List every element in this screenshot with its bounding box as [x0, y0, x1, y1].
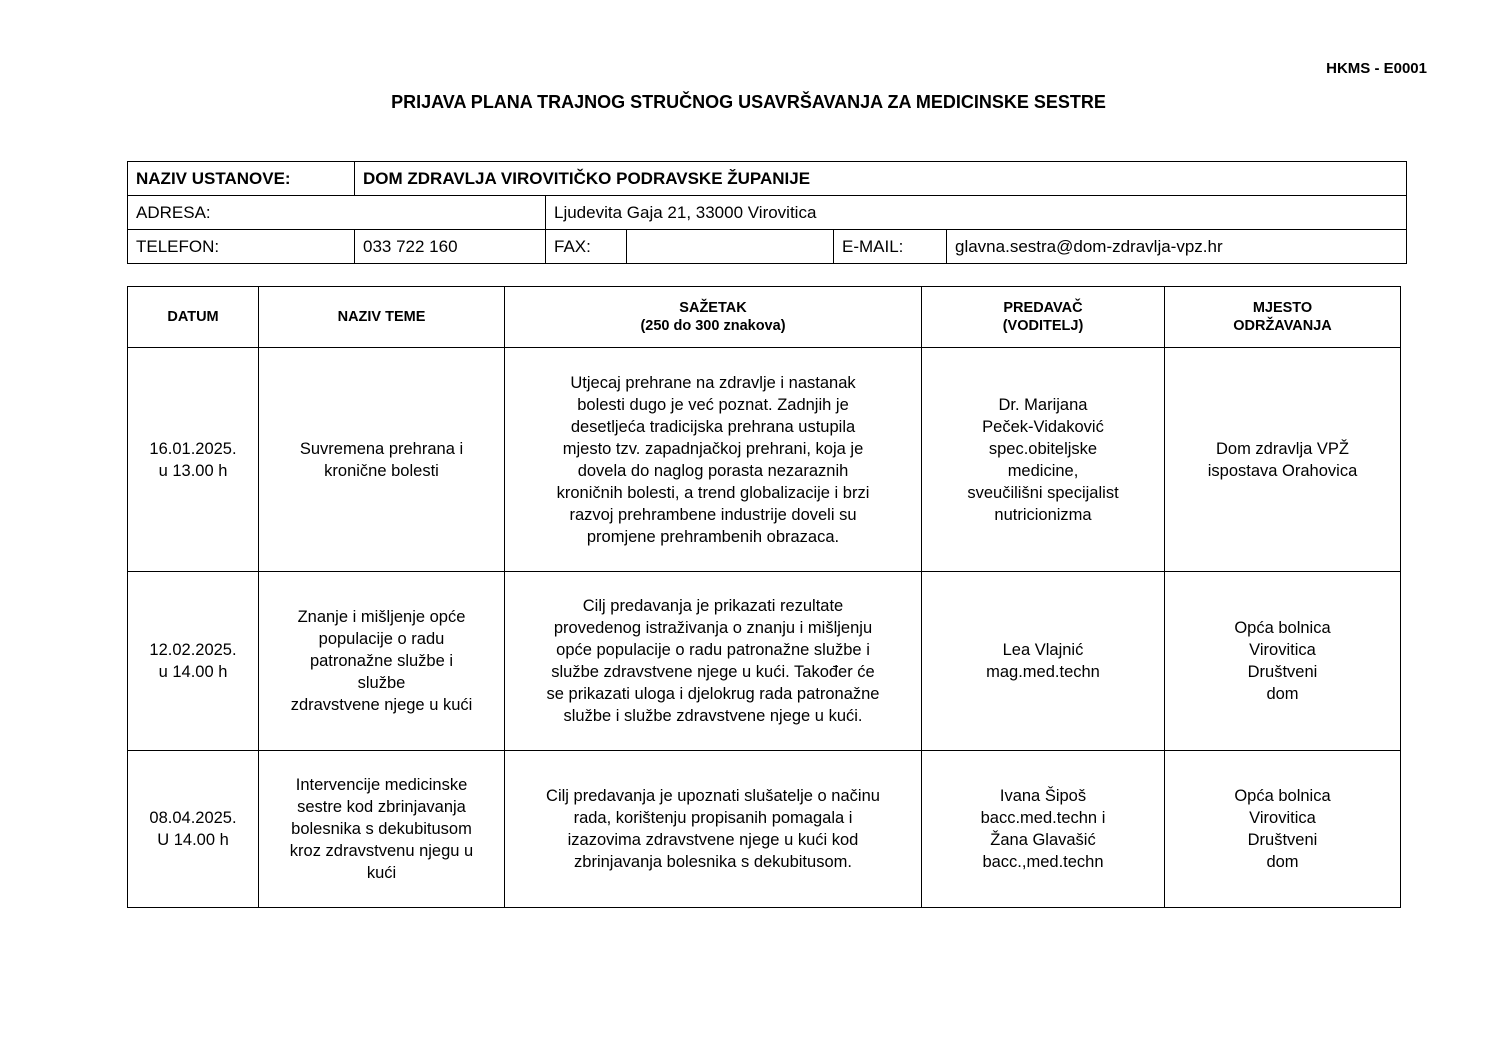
institution-name-row: [128, 162, 1407, 196]
row-topic: Znanje i mišljenje opće populacije o radu patronažne službe i službe zdravstvene njege u kući: [259, 572, 505, 751]
institution-info-table: [127, 161, 1407, 264]
header-lecturer: PREDAVAČ (VODITELJ): [922, 287, 1165, 348]
table-row: [128, 348, 1401, 572]
institution-name-value: DOM ZDRAVLJA VIROVITIČKO PODRAVSKE ŽUPANIJE: [355, 162, 1407, 196]
fax-value: [627, 230, 834, 264]
row-summary: Cilj predavanja je upoznati slušatelje o načinu rada, korištenju propisanih pomagala i izazovima zdravstvene njege u kući kod zbrinjavanja bolesnika s dekubitusom.: [505, 751, 922, 908]
email-value: glavna.sestra@dom-zdravlja-vpz.hr: [947, 230, 1407, 264]
contact-row: [128, 230, 1407, 264]
row-location: Opća bolnica Virovitica Društveni dom: [1165, 751, 1401, 908]
form-code: HKMS - E0001: [1326, 60, 1427, 77]
address-row: [128, 196, 1407, 230]
row-topic: Suvremena prehrana i kronične bolesti: [259, 348, 505, 572]
phone-value: 033 722 160: [355, 230, 546, 264]
schedule-header-row: [128, 287, 1401, 348]
row-lecturer: Dr. Marijana Peček-Vidaković spec.obiteljske medicine, sveučilišni specijalist nutricionizma: [922, 348, 1165, 572]
row-location: Opća bolnica Virovitica Društveni dom: [1165, 572, 1401, 751]
table-row: [128, 751, 1401, 908]
row-date: 16.01.2025. u 13.00 h: [128, 348, 259, 572]
phone-label: TELEFON:: [128, 230, 355, 264]
row-topic: Intervencije medicinske sestre kod zbrinjavanja bolesnika s dekubitusom kroz zdravstvenu njegu u kući: [259, 751, 505, 908]
schedule-table: [127, 286, 1401, 908]
header-date: DATUM: [128, 287, 259, 348]
row-lecturer: Lea Vlajnić mag.med.techn: [922, 572, 1165, 751]
row-location: Dom zdravlja VPŽ ispostava Orahovica: [1165, 348, 1401, 572]
email-label: E-MAIL:: [834, 230, 947, 264]
address-value: Ljudevita Gaja 21, 33000 Virovitica: [546, 196, 1407, 230]
row-summary: Utjecaj prehrane na zdravlje i nastanak bolesti dugo je već poznat. Zadnjih je desetljeća tradicijska prehrana ustupila mjesto tzv. zapadnjačkoj prehrani, koja je dovela do naglog porasta nezaraznih kroničnih bolesti, a trend globalizacije i brzi razvoj prehrambene industrije doveli su promjene prehrambenih obrazaca.: [505, 348, 922, 572]
table-row: [128, 572, 1401, 751]
address-label: ADRESA:: [128, 196, 546, 230]
fax-label: FAX:: [546, 230, 627, 264]
header-location: MJESTO ODRŽAVANJA: [1165, 287, 1401, 348]
header-summary: SAŽETAK (250 do 300 znakova): [505, 287, 922, 348]
row-date: 12.02.2025. u 14.00 h: [128, 572, 259, 751]
row-summary: Cilj predavanja je prikazati rezultate provedenog istraživanja o znanju i mišljenju opće populacije o radu patronažne službe i službe zdravstvene njege u kući. Također će se prikazati uloga i djelokrug rada patronažne službe i službe zdravstvene njege u kući.: [505, 572, 922, 751]
row-date: 08.04.2025. U 14.00 h: [128, 751, 259, 908]
institution-name-label: NAZIV USTANOVE:: [128, 162, 355, 196]
document-title: PRIJAVA PLANA TRAJNOG STRUČNOG USAVRŠAVANJA ZA MEDICINSKE SESTRE: [391, 92, 1106, 112]
row-lecturer: Ivana Šipoš bacc.med.techn i Žana Glavašić bacc.,med.techn: [922, 751, 1165, 908]
header-topic: NAZIV TEME: [259, 287, 505, 348]
